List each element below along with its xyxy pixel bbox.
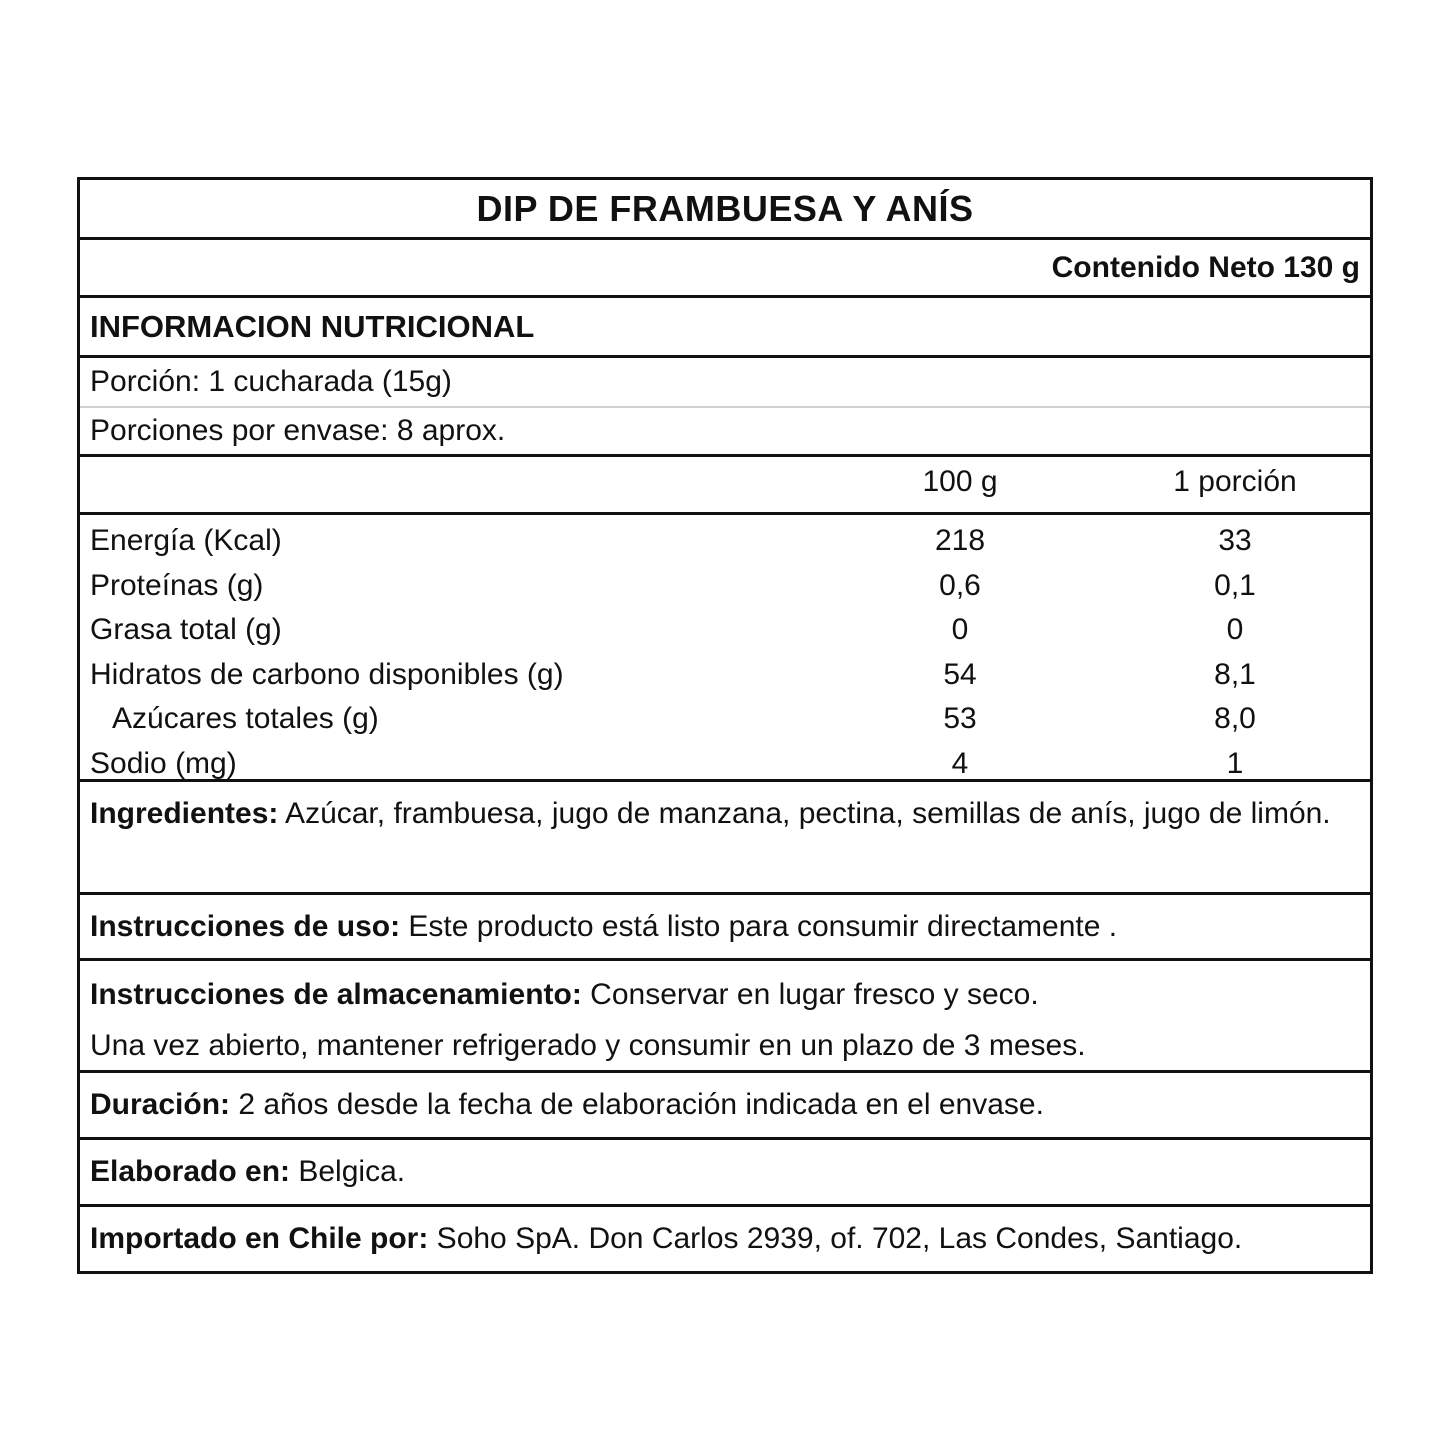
nutrient-name: Azúcares totales (g) (112, 702, 379, 736)
column-header-serving: 1 porción (1173, 465, 1297, 498)
nutrient-row (80, 653, 1370, 698)
column-headers (80, 457, 1370, 515)
nutrient-row (80, 519, 1370, 564)
nutrient-value-100g: 0,6 (939, 568, 981, 602)
nutrient-row (80, 697, 1370, 742)
nutrient-row (80, 564, 1370, 609)
nutrient-name: Proteínas (g) (90, 568, 264, 602)
storage-text-line2: Una vez abierto, mantener refrigerado y consumir en un plazo de 3 meses. (90, 1029, 1086, 1062)
usage-label: Instrucciones de uso: (90, 909, 401, 943)
storage-instructions (80, 961, 1370, 1073)
nutrient-value-100g: 0 (951, 613, 969, 647)
nutrient-value-100g: 54 (943, 657, 977, 691)
usage-instructions (80, 895, 1370, 961)
storage-text: Conservar en lugar fresco y seco. (581, 978, 1039, 1011)
nutrient-value-100g: 53 (943, 702, 977, 736)
made-in-text: Belgica. (290, 1155, 406, 1188)
servings-per-container: Porciones por envase: 8 aprox. (80, 408, 1370, 457)
nutrient-value-serving: 0,1 (1214, 568, 1256, 602)
product-title: DIP DE FRAMBUESA Y ANÍS (80, 180, 1370, 240)
made-in-label: Elaborado en: (90, 1155, 291, 1188)
serving-size: Porción: 1 cucharada (15g) (80, 358, 1370, 408)
nutrient-value-serving: 33 (1218, 524, 1252, 557)
importer (80, 1207, 1370, 1271)
importer-text: Soho SpA. Don Carlos 2939, of. 702, Las Condes, Santiago. (428, 1222, 1243, 1255)
column-header-100g: 100 g (922, 465, 998, 498)
importer-label: Importado en Chile por: (90, 1222, 429, 1255)
nutrient-value-100g: 4 (951, 746, 969, 780)
shelf-life (80, 1073, 1370, 1140)
ingredients-text: Azúcar, frambuesa, jugo de manzana, pectina, semillas de anís, jugo de limón. (278, 797, 1331, 830)
nutrient-value-serving: 8,0 (1214, 702, 1256, 736)
ingredients (80, 782, 1370, 895)
nutrition-label (77, 177, 1373, 1274)
duration-text: 2 años desde la fecha de elaboración indicada en el envase. (230, 1088, 1044, 1121)
storage-label: Instrucciones de almacenamiento: (90, 978, 582, 1011)
usage-text: Este producto está listo para consumir directamente . (400, 909, 1118, 943)
nutrient-name: Sodio (mg) (90, 746, 237, 780)
nutrient-table (80, 515, 1370, 782)
nutrient-value-100g: 218 (934, 524, 986, 557)
section-title: INFORMACION NUTRICIONAL (80, 298, 1370, 358)
nutrient-name: Hidratos de carbono disponibles (g) (90, 657, 564, 691)
nutrient-value-serving: 0 (1226, 613, 1244, 647)
duration-label: Duración: (90, 1088, 231, 1121)
nutrient-row (80, 742, 1370, 787)
nutrient-name: Grasa total (g) (90, 613, 282, 647)
ingredients-label: Ingredientes: (90, 797, 279, 830)
net-content: Contenido Neto 130 g (80, 240, 1370, 298)
nutrient-row (80, 608, 1370, 653)
made-in (80, 1140, 1370, 1207)
nutrient-name: Energía (Kcal) (90, 524, 282, 557)
nutrient-value-serving: 8,1 (1214, 657, 1256, 691)
nutrient-value-serving: 1 (1226, 746, 1244, 780)
